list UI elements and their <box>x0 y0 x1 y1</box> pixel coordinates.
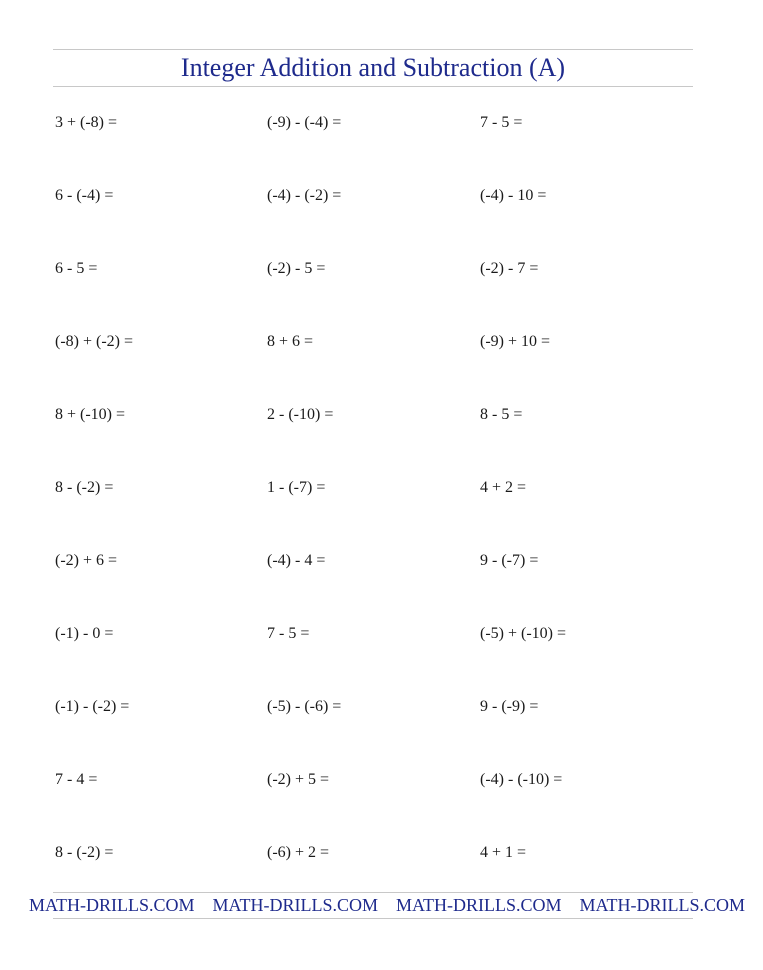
problem-r4-c3: (-9) + 10 = <box>480 333 551 350</box>
problem-r3-c1: 6 - 5 = <box>55 260 98 277</box>
problem-r11-c3: 4 + 1 = <box>480 844 527 861</box>
problem-r6-c2: 1 - (-7) = <box>267 479 326 496</box>
problem-r8-c3: (-5) + (-10) = <box>480 625 567 642</box>
problem-r3-c3: (-2) - 7 = <box>480 260 539 277</box>
problem-r9-c2: (-5) - (-6) = <box>267 698 342 715</box>
problem-r10-c3: (-4) - (-10) = <box>480 771 563 788</box>
problem-r2-c3: (-4) - 10 = <box>480 187 547 204</box>
title-top-rule <box>53 49 693 50</box>
problem-r7-c3: 9 - (-7) = <box>480 552 539 569</box>
problem-r8-c2: 7 - 5 = <box>267 625 310 642</box>
problem-r1-c1: 3 + (-8) = <box>55 114 118 131</box>
problem-r5-c1: 8 + (-10) = <box>55 406 126 423</box>
problem-r1-c3: 7 - 5 = <box>480 114 523 131</box>
problem-r10-c1: 7 - 4 = <box>55 771 98 788</box>
problem-r1-c2: (-9) - (-4) = <box>267 114 342 131</box>
problem-r6-c3: 4 + 2 = <box>480 479 527 496</box>
problem-r7-c1: (-2) + 6 = <box>55 552 118 569</box>
problem-r9-c1: (-1) - (-2) = <box>55 698 130 715</box>
problem-r8-c1: (-1) - 0 = <box>55 625 114 642</box>
title-bottom-rule <box>53 86 693 87</box>
worksheet-title: Integer Addition and Subtraction (A) <box>180 53 566 82</box>
problem-r7-c2: (-4) - 4 = <box>267 552 326 569</box>
problem-r5-c3: 8 - 5 = <box>480 406 523 423</box>
problem-r3-c2: (-2) - 5 = <box>267 260 326 277</box>
footer-watermark <box>29 893 746 917</box>
problem-r6-c1: 8 - (-2) = <box>55 479 114 496</box>
problem-r9-c3: 9 - (-9) = <box>480 698 539 715</box>
problem-r10-c2: (-2) + 5 = <box>267 771 330 788</box>
problem-r5-c2: 2 - (-10) = <box>267 406 334 423</box>
footer-watermark-track <box>29 893 763 917</box>
problem-r4-c2: 8 + 6 = <box>267 333 314 350</box>
problem-r11-c1: 8 - (-2) = <box>55 844 114 861</box>
problem-r2-c1: 6 - (-4) = <box>55 187 114 204</box>
problem-grid <box>55 108 695 911</box>
footer-bottom-rule <box>53 918 693 919</box>
problem-r4-c1: (-8) + (-2) = <box>55 333 134 350</box>
problem-r2-c2: (-4) - (-2) = <box>267 187 342 204</box>
footer-watermark-text: MATH-DRILLS.COM <box>579 895 746 915</box>
footer-watermark-text: MATH-DRILLS.COM <box>29 895 195 915</box>
footer-watermark-text: MATH-DRILLS.COM <box>212 895 379 915</box>
footer-watermark-text: MATH-DRILLS.COM <box>396 895 562 915</box>
problem-r11-c2: (-6) + 2 = <box>267 844 330 861</box>
